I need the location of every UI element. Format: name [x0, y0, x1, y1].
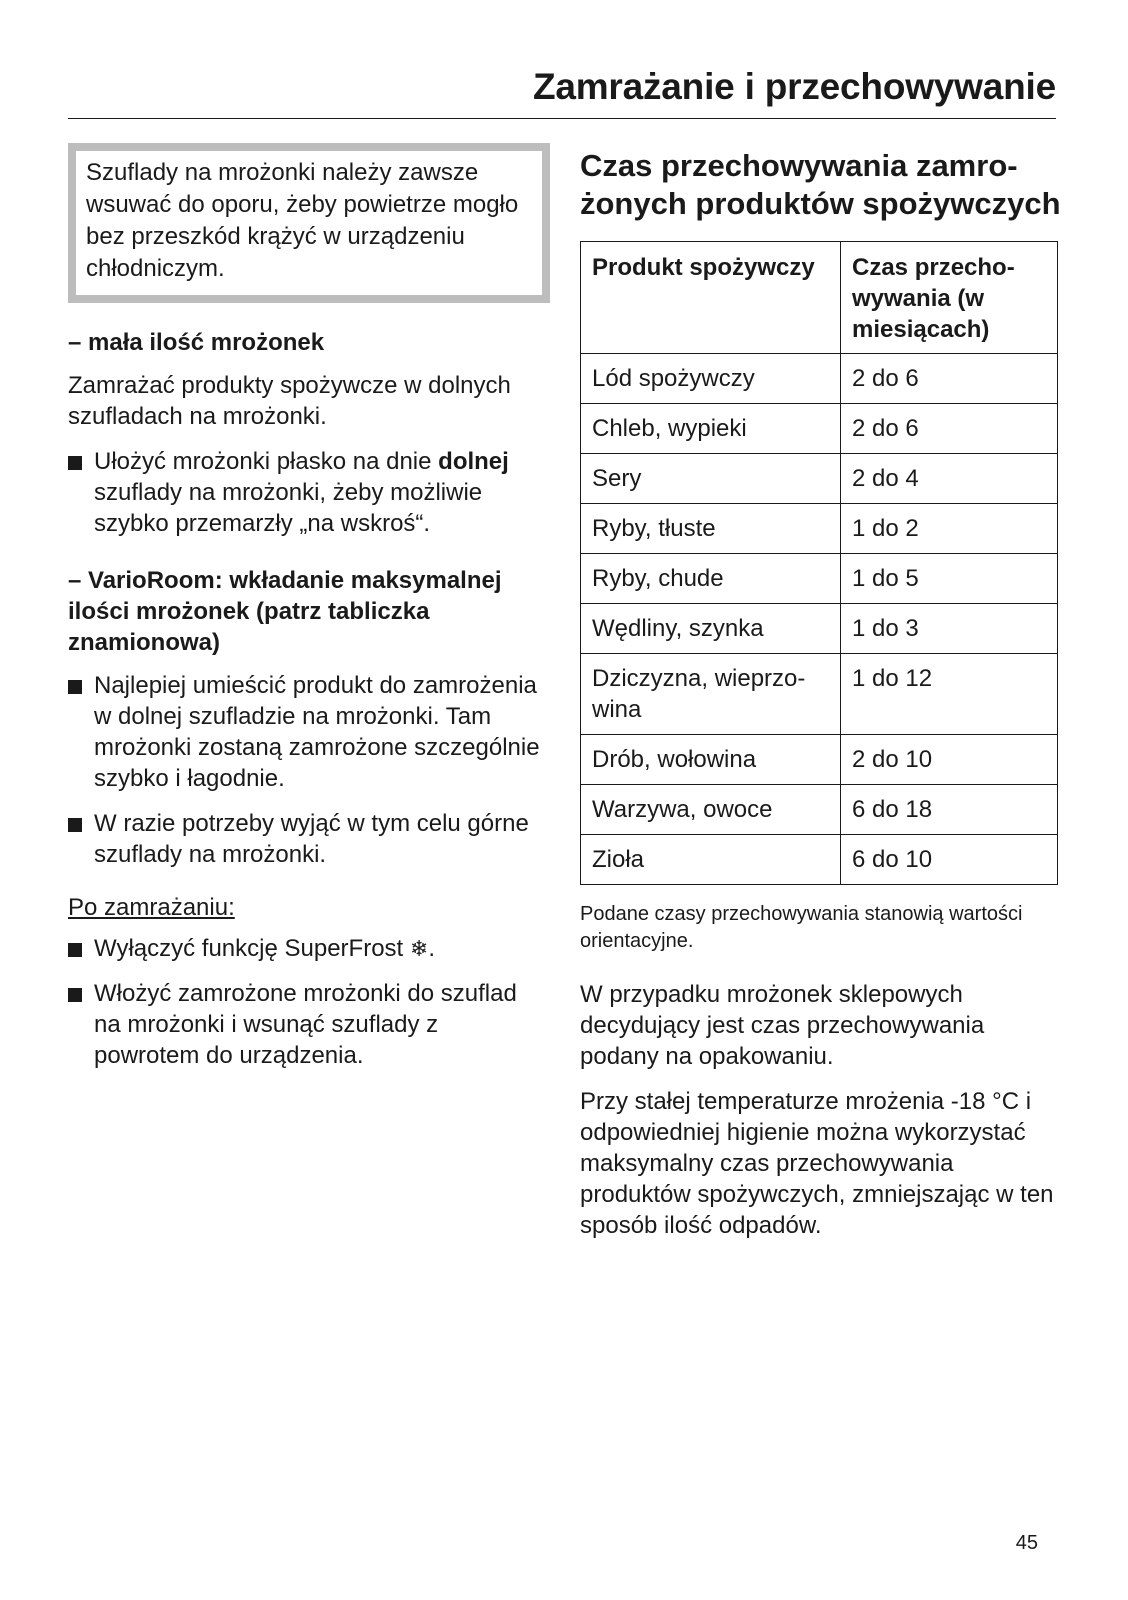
table-cell-time: 2 do 4: [841, 454, 1058, 504]
table-footnote: Podane czasy przechowywania stanowią wartości orientacyjne.: [580, 903, 1023, 952]
after-freezing-label: Po zamrażaniu:: [68, 894, 235, 921]
section-title-storage-time: Czas przechowywania zamrożonych produktów spożywczych: [580, 148, 1061, 221]
table-cell-product: Zioła: [581, 835, 841, 885]
table-cell-time: 1 do 12: [841, 654, 1058, 735]
table-row: [581, 735, 1058, 785]
bullet-square-icon: [68, 818, 82, 832]
table-cell-product: Dziczyzna, wieprzowina: [581, 654, 841, 735]
table-cell-product: Drób, wołowina: [581, 735, 841, 785]
table-row: [581, 835, 1058, 885]
list-item: [68, 670, 550, 794]
page-number: 45: [1015, 1532, 1038, 1554]
table-row: [581, 504, 1058, 554]
bullet-text: W razie potrzeby wyjąć w tym celu górne szuflady na mrożonki.: [94, 810, 529, 868]
table-cell-product: Ryby, chude: [581, 554, 841, 604]
bullet-text: Wyłączyć funkcję SuperFrost: [94, 935, 410, 962]
right-column: [580, 143, 1064, 1241]
table-row: [581, 454, 1058, 504]
table-cell-time: 6 do 10: [841, 835, 1058, 885]
list-item: [68, 978, 550, 1071]
bullet-text-bold: dolnej: [438, 448, 509, 475]
bullet-text-post: szuflady na mrożonki, żeby możliwie szybko przemarzły „na wskroś“.: [94, 479, 483, 537]
table-cell-product: Sery: [581, 454, 841, 504]
table-cell-product: Warzywa, owoce: [581, 785, 841, 835]
table-cell-time: 1 do 2: [841, 504, 1058, 554]
table-cell-product: Ryby, tłuste: [581, 504, 841, 554]
list-item: [68, 446, 550, 539]
list-item: [68, 808, 550, 870]
bullet-square-icon: [68, 988, 82, 1002]
table-row: [581, 785, 1058, 835]
bullet-text-end: .: [428, 935, 435, 962]
table-cell-time: 1 do 5: [841, 554, 1058, 604]
table-cell-time: 2 do 6: [841, 404, 1058, 454]
bullet-square-icon: [68, 943, 82, 957]
table-cell-product: Lód spożywczy: [581, 354, 841, 404]
bullet-text-pre: Ułożyć mrożonki płasko na dnie: [94, 448, 439, 475]
info-note-box: Szuflady na mrożonki należy zawsze wsuwać do oporu, żeby powietrze mogło bez przeszkód krążyć w urządzeniu chłodniczym.: [68, 143, 550, 303]
bullet-square-icon: [68, 456, 82, 470]
list-item: [68, 933, 550, 964]
section-text-small-quantity: Zamrażać produkty spożywcze w dolnych szufladach na mrożonki.: [68, 372, 511, 430]
section-heading-small-quantity: – mała ilość mrożonek: [68, 329, 325, 356]
left-column: [68, 143, 550, 1071]
page-header: [68, 62, 1056, 119]
paragraph-store-bought: W przypadku mrożonek sklepowych decydujący jest czas przechowywania podany na opakowaniu.: [580, 981, 985, 1070]
table-cell-time: 2 do 10: [841, 735, 1058, 785]
table-cell-product: Chleb, wypieki: [581, 404, 841, 454]
table-row: [581, 354, 1058, 404]
table-header-product: Produkt spożywczy: [581, 242, 841, 354]
table-row: [581, 654, 1058, 735]
page-title: Zamrażanie i przechowywanie: [532, 66, 1056, 107]
bullet-text: Najlepiej umieścić produkt do zamrożenia w dolnej szufladzie na mrożonki. Tam mrożonki zostaną zamrożone szczególnie szybko i łagodnie.: [94, 672, 540, 792]
table-cell-time: 6 do 18: [841, 785, 1058, 835]
paragraph-temperature: Przy stałej temperaturze mrożenia -18 °C i odpowiedniej higienie można wykorzystać maksymalny czas przechowywania produktów spożywczych, zmniejszając w ten sposób ilość odpadów.: [580, 1088, 1054, 1239]
table-row: [581, 554, 1058, 604]
table-row: [581, 404, 1058, 454]
table-header-row: [581, 242, 1058, 354]
bullet-square-icon: [68, 680, 82, 694]
bullet-text: Włożyć zamrożone mrożonki do szuflad na mrożonki i wsunąć szuflady z powrotem do urządzenia.: [94, 980, 517, 1069]
storage-time-table: [580, 241, 1058, 885]
table-cell-product: Wędliny, szynka: [581, 604, 841, 654]
table-cell-time: 2 do 6: [841, 354, 1058, 404]
table-header-storage-time: Czas przechowywania (w miesiącach): [841, 242, 1058, 354]
table-cell-time: 1 do 3: [841, 604, 1058, 654]
section-heading-varioroom: – VarioRoom: wkładanie maksymalnej ilości mrożonek (patrz tabliczka znamionowa): [68, 567, 502, 656]
table-row: [581, 604, 1058, 654]
superfrost-snowflake-icon: ❄: [409, 936, 429, 961]
